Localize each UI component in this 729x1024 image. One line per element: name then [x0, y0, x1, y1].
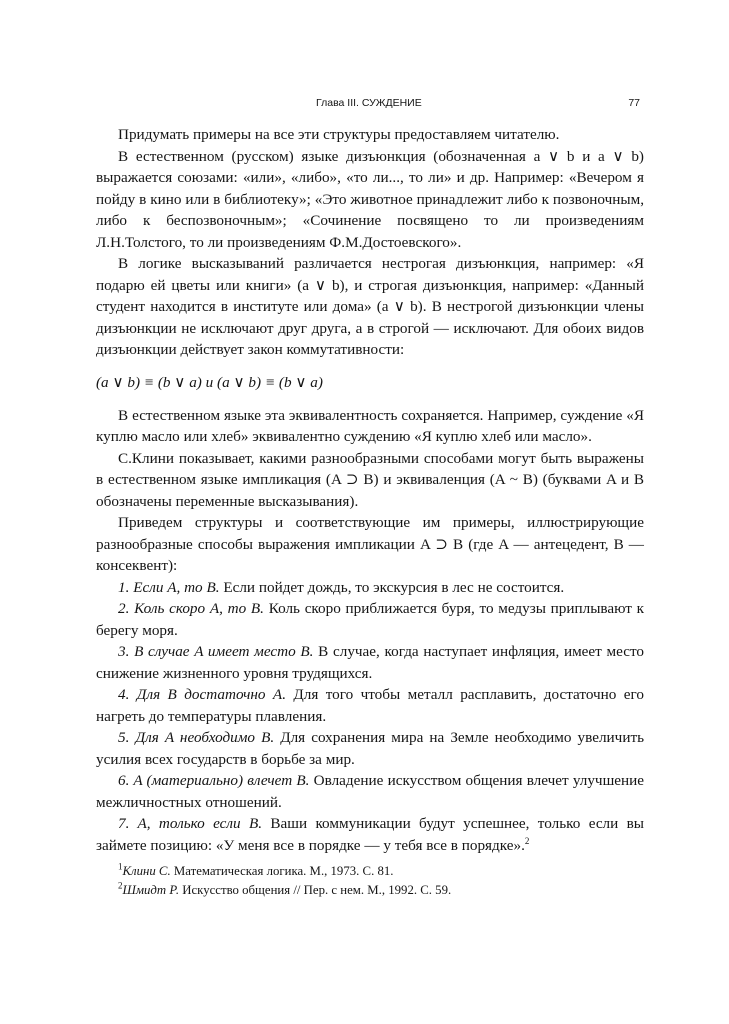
paragraph: В логике высказываний различается нестрогая дизъюнкция, например: «Я подарю ей цветы или книги» (a ∨ b), и строгая дизъюнкция, например: «Данный студент находится в институте или дома» (a ∨ b). В нестрогой дизъюнкции члены дизъюнкции не исключают друг друга, а в строгой — исключают. Для обоих видов дизъюнкции действует закон коммутативности:	[96, 255, 644, 358]
structure: 4. Для B достаточно A.	[118, 686, 286, 703]
running-header	[96, 97, 644, 111]
paragraph: Придумать примеры на все эти структуры предоставляем читателю.	[118, 126, 560, 143]
list-item	[96, 598, 644, 641]
example: Для сохранения мира на Земле необходимо увеличить усилия всех государств в борьбе за мир.	[96, 729, 645, 768]
book-page	[96, 0, 644, 1024]
structure: 7. A, только если B.	[118, 815, 263, 832]
structure: 6. A (материально) влечет B.	[118, 772, 310, 789]
footnote	[96, 862, 644, 881]
footnote-mark: 1	[118, 861, 123, 872]
footnote-text: Искусство общения // Пер. с нем. М., 1992. С. 59.	[182, 883, 452, 897]
implication-examples-list	[96, 577, 644, 857]
example: Ваши коммуникации будут успешнее, только если вы займете позицию: «У меня все в порядке — у тебя все в порядке».	[96, 815, 644, 854]
example: Коль скоро приближается буря, то медузы приплывают к берегу моря.	[96, 600, 644, 639]
example: Для того чтобы металл расплавить, достаточно его нагреть до температуры плавления.	[96, 686, 644, 725]
structure: 3. В случае A имеет место B.	[118, 643, 314, 660]
footnote-mark: 2	[118, 880, 123, 891]
footnote-text: Математическая логика. М., 1973. С. 81.	[173, 864, 394, 878]
paragraph: Приведем структуры и соответствующие им примеры, иллюстрирующие разнообразные способы выражения импликации A ⊃ B (где A — антецедент, B — консеквент):	[96, 514, 644, 574]
structure: 5. Для A необходимо B.	[118, 729, 275, 746]
footnote-author: Клини С.	[122, 864, 171, 878]
paragraph: В естественном языке эта эквивалентность сохраняется. Например, суждение «Я куплю масло или хлеб» эквивалентно суждению «Я куплю хлеб или масло».	[96, 406, 644, 445]
footnote-author: Шмидт Р.	[122, 883, 180, 897]
footnote-reference: 2	[524, 835, 530, 846]
list-item	[96, 727, 644, 770]
list-item	[96, 770, 644, 813]
list-item	[96, 641, 644, 684]
footnotes	[96, 862, 644, 900]
example: Овладение искусством общения влечет улучшение межличностных отношений.	[96, 772, 645, 811]
main-text	[96, 124, 644, 900]
example: В случае, когда наступает инфляция, имеет место снижение жизненного уровня трудящихся.	[96, 643, 645, 682]
list-item	[96, 684, 644, 727]
list-item	[96, 577, 644, 599]
page-number: 77	[628, 97, 640, 109]
paragraph: С.Клини показывает, какими разнообразными способами могут быть выражены в естественном языке импликация (A ⊃ B) и эквиваленция (A ~ B) (буквами A и B обозначены переменные высказывания).	[96, 449, 644, 510]
structure: 1. Если A, то B.	[118, 578, 220, 596]
paragraph: В естественном (русском) языке дизъюнкция (обозначенная a ∨ b и a ∨ b) выражается союзами: «или», «либо», «то ли..., то ли» и др. Например: «Вечером я пойду в кино или в библиотеку»; «Это животное принадлежит либо к позвоночным, либо к беспозвоночным»; «Сочинение посвящено то ли произведениям Л.Н.Толстого, то ли произведениям Ф.М.Достоевского».	[96, 147, 644, 251]
commutativity-formula: (a ∨ b) ≡ (b ∨ a) и (a ∨ b) ≡ (b ∨ a)	[96, 373, 323, 391]
list-item	[96, 813, 644, 856]
example: Если пойдет дождь, то экскурсия в лес не состоится.	[223, 578, 565, 596]
chapter-title: Глава III. СУЖДЕНИЕ	[316, 97, 422, 109]
footnote	[96, 881, 644, 900]
structure: 2. Коль скоро A, то B.	[118, 600, 264, 617]
